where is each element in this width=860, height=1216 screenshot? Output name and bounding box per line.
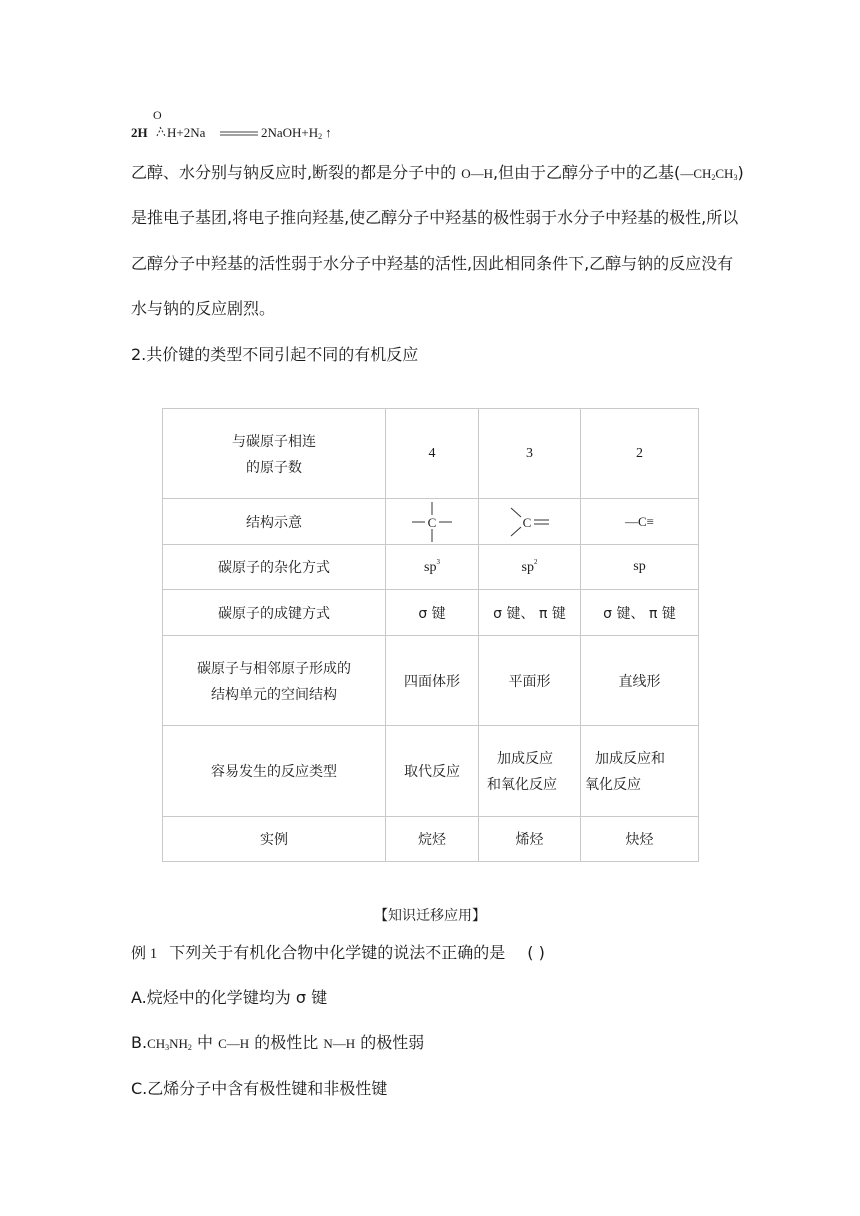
table-cell (479, 726, 581, 817)
subscript: 3 (733, 173, 738, 182)
linear-carbon-diagram: —C≡ (581, 499, 699, 545)
cell-line: 加成反应和 (595, 751, 665, 767)
table-row (163, 636, 699, 726)
example-prefix: 例 1 (131, 946, 158, 962)
subscript: 2 (711, 173, 716, 182)
row-label: 碳原子的杂化方式 (163, 545, 386, 590)
label-line: 碳原子与相邻原子形成的 (197, 660, 351, 677)
table-row (163, 590, 699, 636)
svg-text:C: C (522, 514, 531, 530)
superscript: 2 (533, 558, 538, 566)
table-cell: 平面形 (479, 636, 581, 726)
table-cell: sp (581, 545, 699, 590)
superscript: 3 (436, 558, 440, 566)
formula: CH (147, 1036, 166, 1051)
equation-coefficient: 2H (131, 125, 148, 140)
option-text: 中 (191, 1033, 219, 1052)
table-cell: σ 键、 π 键 (479, 590, 581, 636)
paragraph-text: ,但由于乙醇分子中的乙基( (492, 163, 681, 182)
table-cell (386, 545, 479, 590)
table-row (163, 545, 699, 590)
equals-long-sign (220, 130, 260, 138)
cell-line: 氧化反应 (585, 777, 641, 793)
hybrid-text: sp (521, 560, 534, 575)
option-text: 的极性弱 (355, 1033, 425, 1052)
paragraph-line-2: 是推电子基团,将电子推向羟基,使乙醇分子中羟基的极性弱于水分子中羟基的极性,所以 (131, 208, 739, 227)
bond-type-table (162, 408, 699, 862)
paragraph-line-1 (131, 165, 744, 186)
row-label: 结构示意 (163, 499, 386, 545)
question-text: 下列关于有机化合物中化学键的说法不正确的是 (169, 943, 506, 962)
table-row (163, 817, 699, 862)
tetrahedral-carbon-diagram (386, 499, 479, 545)
label-line: 与碳原子相连 (232, 433, 316, 450)
row-label: 碳原子的成键方式 (163, 590, 386, 636)
table-cell: 2 (581, 409, 699, 499)
paragraph-text: ) (737, 163, 744, 182)
table-cell: σ 键、 π 键 (581, 590, 699, 636)
option-a: A.烷烃中的化学键均为 σ 键 (131, 988, 328, 1007)
svg-text:C: C (427, 514, 437, 530)
row-label (163, 636, 386, 726)
bond-formula: C—H (218, 1036, 250, 1051)
subscript: 3 (165, 1043, 170, 1052)
table-cell: σ 键 (386, 590, 479, 636)
equation-oxygen-atom: O (153, 108, 162, 122)
table-cell: 炔烃 (581, 817, 699, 862)
paragraph-line-3: 乙醇分子中羟基的活性弱于水分子中羟基的活性,因此相同条件下,乙醇与钠的反应没有 (131, 254, 734, 273)
formula: NH (169, 1036, 188, 1051)
table-cell: 4 (386, 409, 479, 499)
cell-line: 加成反应 (497, 751, 553, 767)
option-c: C.乙烯分子中含有极性键和非极性键 (131, 1079, 388, 1098)
label-line: 的原子数 (246, 459, 302, 476)
reaction-equation (131, 108, 451, 144)
hybrid-text: sp (424, 560, 437, 575)
option-letter: B. (131, 1033, 148, 1052)
table-cell: 烷烃 (386, 817, 479, 862)
table-cell: 四面体形 (386, 636, 479, 726)
equation-reactants: H+2Na (167, 125, 206, 140)
trigonal-carbon-diagram (479, 499, 581, 545)
knowledge-transfer-heading: 【知识迁移应用】 (374, 909, 486, 924)
product-subscript: 2 (318, 132, 323, 141)
answer-blank: ( ) (527, 943, 545, 962)
bond-formula: N—H (323, 1036, 356, 1051)
paragraph-text: 乙醇、水分别与钠反应时,断裂的都是分子中的 (131, 163, 462, 182)
ethyl-formula: —CH (680, 166, 712, 181)
row-label: 容易发生的反应类型 (163, 726, 386, 817)
table-cell: 烯烃 (479, 817, 581, 862)
row-label (163, 409, 386, 499)
table-cell: 取代反应 (386, 726, 479, 817)
bond-formula: O—H (461, 166, 493, 181)
table-row (163, 499, 699, 545)
label-line: 结构单元的空间结构 (211, 686, 337, 703)
table-cell (479, 545, 581, 590)
table-cell: 直线形 (581, 636, 699, 726)
equation-products (261, 125, 332, 141)
section-title: 2.共价键的类型不同引起不同的有机反应 (131, 345, 419, 364)
row-label: 实例 (163, 817, 386, 862)
option-b (131, 1035, 424, 1056)
example-question (131, 945, 545, 962)
option-text: 的极性比 (249, 1033, 324, 1052)
gas-arrow: ↑ (325, 125, 332, 140)
product-text: 2NaOH+H (261, 125, 319, 140)
subscript: 2 (187, 1043, 192, 1052)
paragraph-line-4: 水与钠的反应剧烈。 (131, 299, 276, 318)
cell-line: 和氧化反应 (487, 777, 557, 793)
table-row (163, 726, 699, 817)
table-row (163, 409, 699, 499)
ethyl-formula: CH (715, 166, 734, 181)
table-cell (581, 726, 699, 817)
table-cell: 3 (479, 409, 581, 499)
